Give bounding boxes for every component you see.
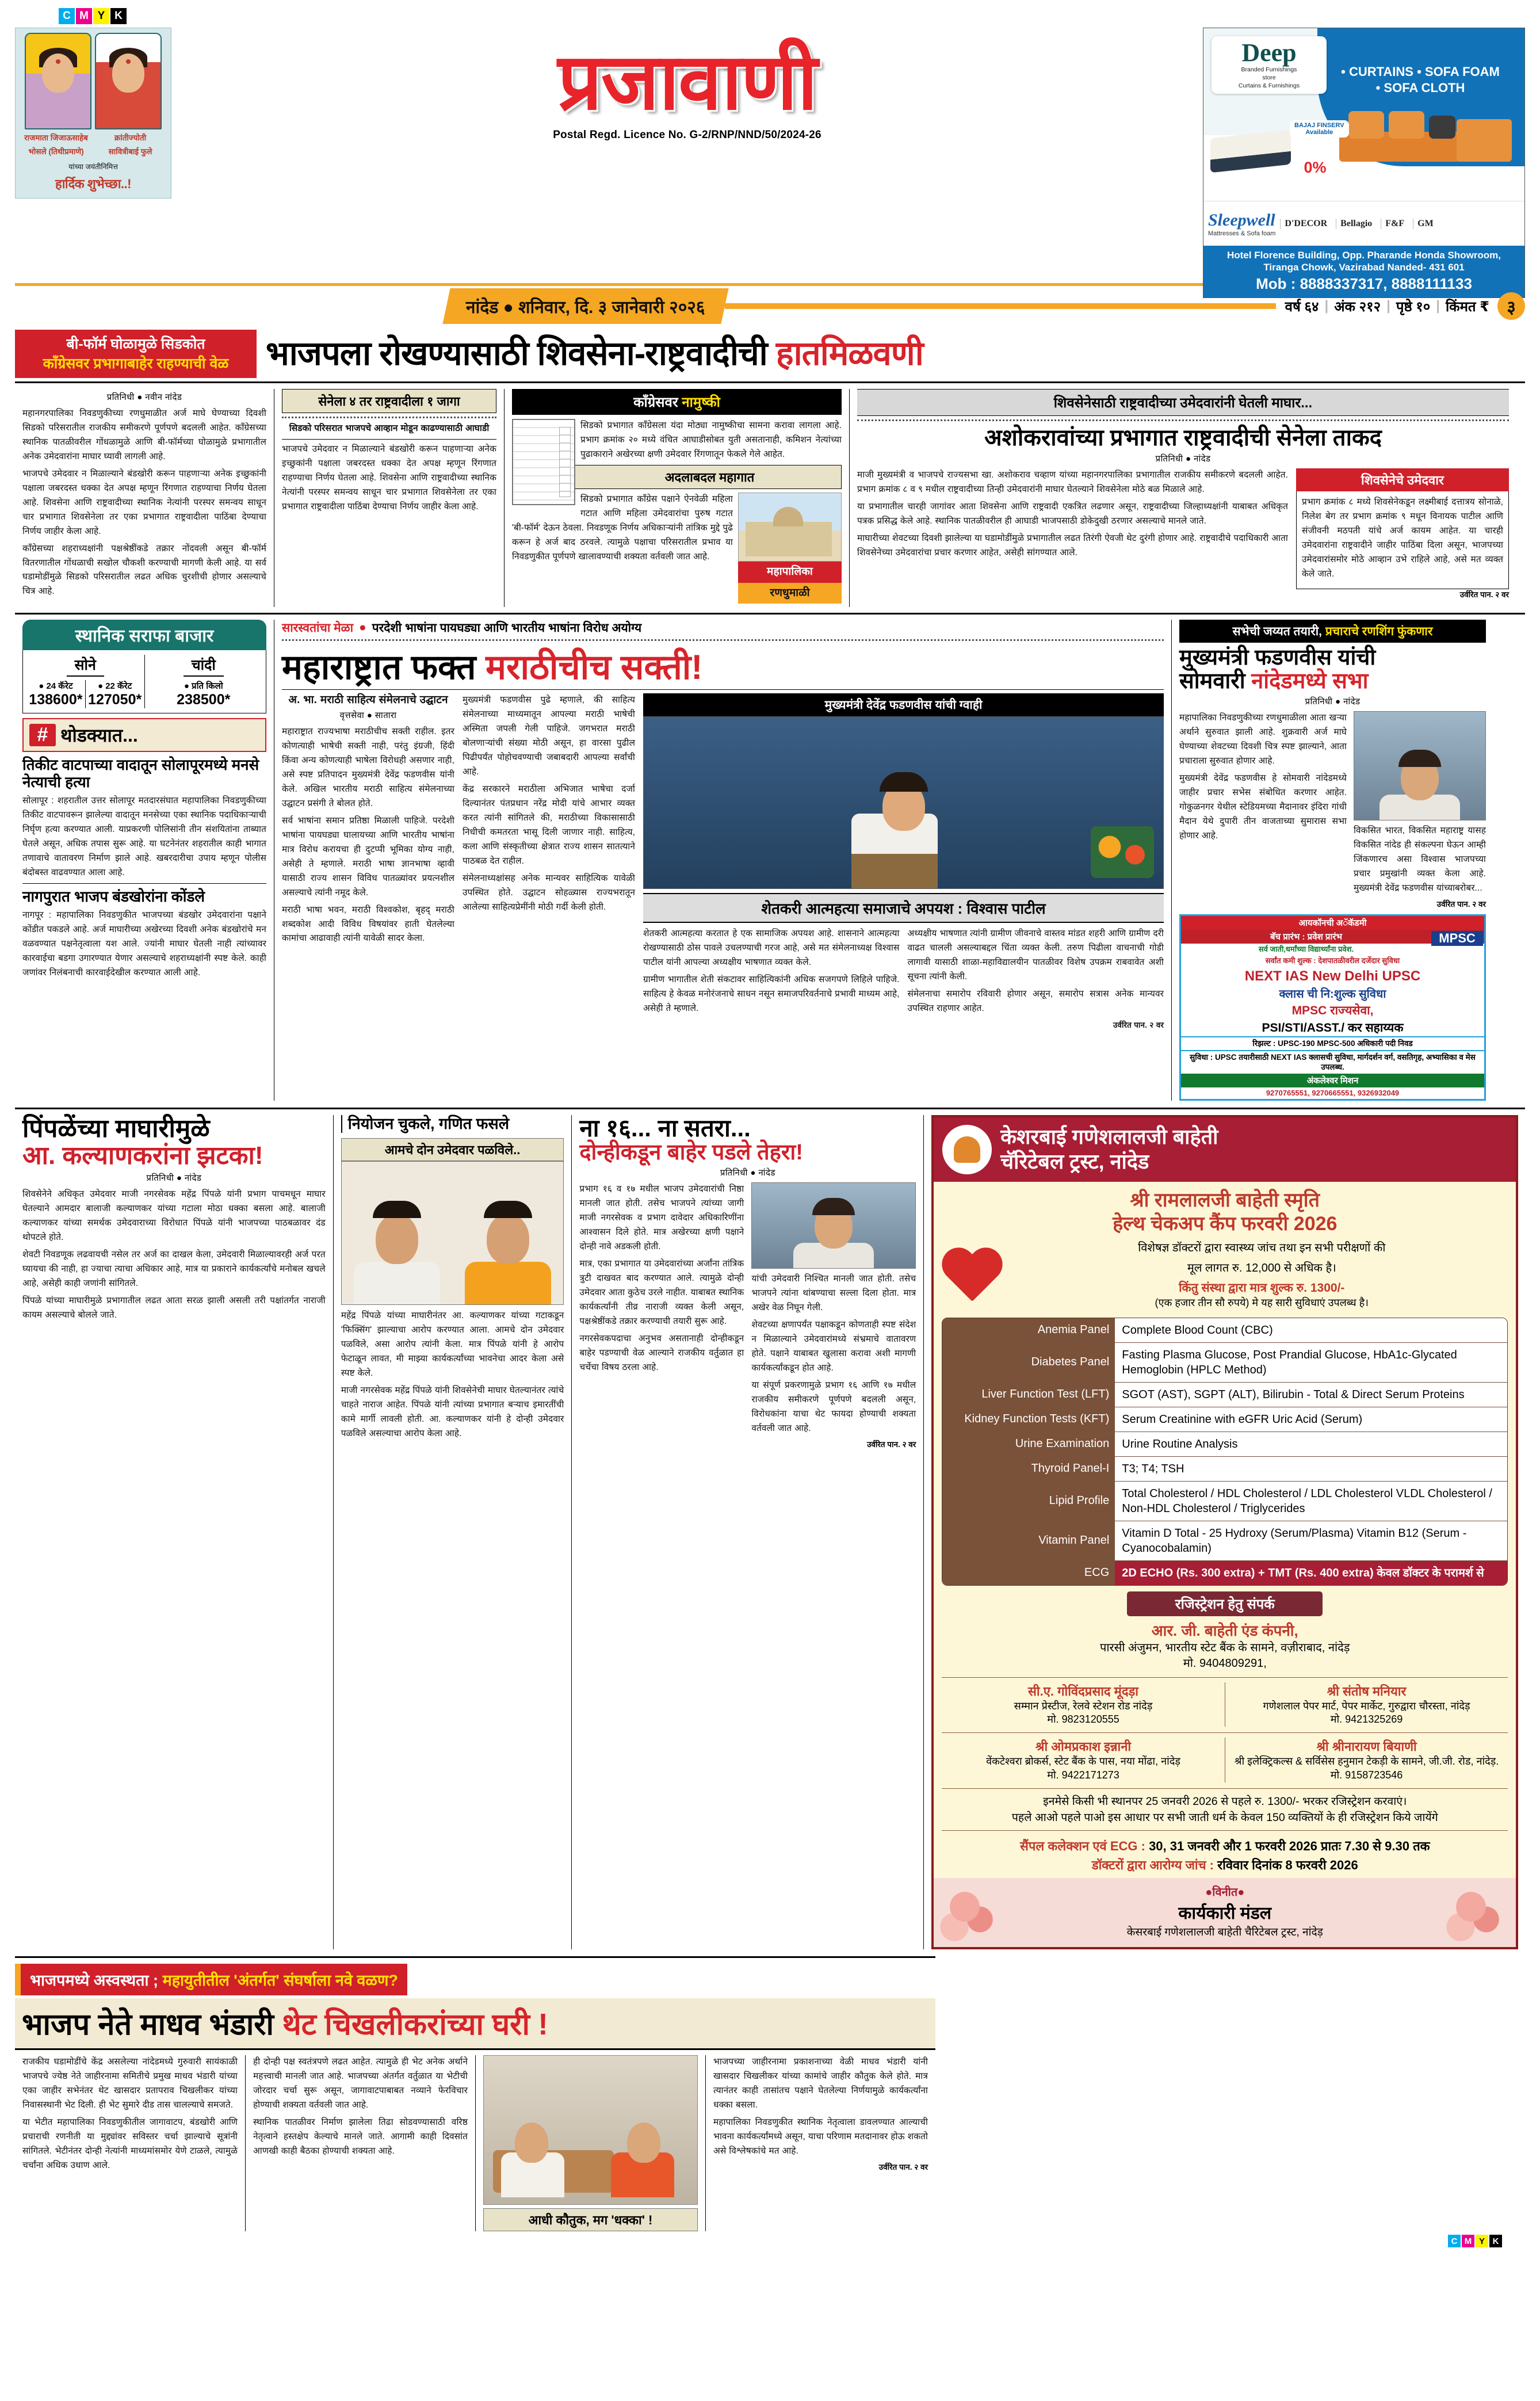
panel-detail: Complete Blood Count (CBC) xyxy=(1115,1318,1507,1342)
cm-rally-continuation: उर्वरित पान. २ वर xyxy=(1436,900,1486,909)
brief-2-body: नागपूर : महापालिका निवडणुकीत भाजपच्या बंडखोर उमेदवारांना पक्षाने कोंडीत पकडले आहे. अर्ज माघारीच्या अखेरच्या दिवशी अनेक बंडखोरांचे मन वळवण्यात पक्षनेतृत्वाला यश आले. ज्यांनी माघार घेतली नाही त्यांच्यावर कारवाईचा बडगा उगारण्यात येणार असल्याचे शहराध्यक्षांनी स्पष्ट केले. काही जणांवर निलंबनाची कारवाईदेखील करण्यात आली आहे. xyxy=(22,910,266,978)
contact-card xyxy=(942,1738,1225,1782)
heart-icon xyxy=(939,1241,1008,1304)
panel-detail: Vitamin D Total - 25 Hydroxy (Serum/Plasma) Vitamin B12 (Serum - Cyanocobalamin) xyxy=(1115,1521,1507,1560)
contact-phone: मो. 9421325269 xyxy=(1330,1713,1403,1726)
health-camp-ad-col xyxy=(923,1115,1525,1949)
na16-headline-red: दोन्हीकडून बाहेर पडले तेहरा! xyxy=(579,1140,803,1165)
panel-detail: Serum Creatinine with eGFR Uric Acid (Serum) xyxy=(1115,1407,1507,1432)
na16-b-2: शेवटच्या क्षणापर्यंत पक्षाकडून कोणताही स्पष्ट संदेश न मिळाल्याने उमेदवारांमध्ये संभ्रमाचे वातावरण होते. पक्षाने याबाबत खुलासा करावा अशी मागणी कार्यकर्त्यांकडून होत आहे. xyxy=(751,1320,916,1373)
top-ad-bullets xyxy=(1325,64,1515,96)
marathi-headline-red: मराठीचीच सक्ती! xyxy=(486,648,703,687)
trust-name-2: चॅरिटेबल ट्रस्ट, नांदेड xyxy=(1000,1149,1149,1173)
farmer-d-2: संमेलनाचा समारोप रविवारी होणार असून, समारोप सत्रास अनेक मान्यवर उपस्थित राहणार आहेत. xyxy=(907,989,1164,1014)
adlabadal-para-1: सिडको प्रभागात काँग्रेस पक्षाने ऐनवेळी महिला गटात आणि महिला उमेदवारांचा पुरुष गटात 'बी-फॉर्म' देऊन ठेवला. निवडणूक निर्णय अधिकाऱ्यांनी तांत्रिक मुद्दे पुढे करून हे अर्ज बाद ठरवले. त्यामुळे पक्षाचा परिसरातील प्रभाव या निवडणुकीत पूर्णपणे खालावण्याची शक्यता वर्तवली जात आहे. xyxy=(512,494,733,562)
lead-kicker-box xyxy=(15,330,257,378)
camp-price-2: (एक हजार तीन सौ रुपये) मे यह सारी सुविधाएं उपलब्ध है। xyxy=(1155,1296,1369,1308)
edition-date-bar xyxy=(15,288,1525,324)
na16-na17-story xyxy=(571,1115,923,1949)
marathi-b-2: केंद्र सरकारने मराठीला अभिजात भाषेचा दर्जा दिल्यानंतर पंतप्रधान नरेंद्र मोदी यांचे आभार व्यक्त करत त्यांनी सांगितले की, मराठीच्या विकासासाठी निधीची कमतरता भासू दिली जाणार नाही. साहित्य, कला आणि संस्कृतीच्या क्षेत्रात राज्य शासन सातत्याने पाठबळ देत राहील. xyxy=(463,784,635,866)
silver-unit-label: ● प्रति किलो xyxy=(184,681,223,692)
issue-number: अंक २१२ xyxy=(1334,299,1381,315)
jayanti-greeting-ad xyxy=(15,28,171,199)
portrait-savitribai xyxy=(95,33,162,129)
bhandari-col-a xyxy=(15,2055,245,2231)
na16-a-3: नगरसेवकपदाचा अनुभव असतानाही दोन्हीकडून बाहेर पडण्याची वेळ आल्याने राजकीय वर्तुळात हा चर्चेचा विषय ठरला आहे. xyxy=(579,1333,744,1372)
upsc-academy-name: अंकलेश्वर मिशन xyxy=(1181,1074,1484,1087)
contact-phone: मो. 9422171273 xyxy=(1047,1769,1119,1781)
top-ad-mobile: Mob : 8888337317, 8888111133 xyxy=(1256,274,1472,292)
ballot-graphic xyxy=(512,419,575,505)
bhandari-headline-black: भाजप नेते माधव भंडारी xyxy=(22,2008,274,2042)
panel-detail: Urine Routine Analysis xyxy=(1115,1432,1507,1456)
upsc-mpsc-advertisement[interactable] xyxy=(1179,914,1486,1101)
contact-card xyxy=(942,1682,1225,1727)
byline-ashokrao: प्रतिनिधी ● नांदेड xyxy=(1155,454,1211,464)
two-candidates-caption: आमचे दोन उमेदवार पळविले.. xyxy=(341,1138,564,1161)
marathi-continuation: उर्वरित पान. २ वर xyxy=(1113,1021,1164,1030)
registration-note xyxy=(942,1788,1508,1831)
camp-desc-2: मूल लागत रु. 12,000 से अधिक है। xyxy=(1187,1261,1336,1274)
postal-licence: Postal Regd. Licence No. G-2/RNP/NND/50/2024-26 xyxy=(553,129,821,141)
bajaj-line1: BAJAJ FINSERV xyxy=(1294,122,1344,129)
jayanti-name-right-2: सावित्रीबाई फुले xyxy=(108,147,152,156)
trust-logo-icon xyxy=(941,1123,993,1176)
cmyk-registration-mark xyxy=(59,8,1525,24)
bhandari-b-1: ही दोन्ही पक्ष स्वतंत्रपणे लढत आहेत. त्यामुळे ही भेट अनेक अर्थाने महत्त्वाची मानली जात आहे. भाजपच्या अंतर्गत वर्तुळात या भेटीची जोरदार चर्चा सुरू असून, जागावाटपाबाबत नव्याने फेरविचार होण्याची शक्यता वर्तवली जात आहे. xyxy=(253,2057,468,2110)
newspaper-title: प्रजावाणी xyxy=(557,40,817,126)
bhandari-b-2: स्थानिक पातळीवर निर्माण झालेला तिढा सोडवण्यासाठी वरिष्ठ नेतृत्वाने हस्तक्षेप केल्याचे मानले जाते. आगामी काही दिवसांत आणखी काही बैठका होण्याची शक्यता आहे. xyxy=(253,2117,468,2156)
table-row xyxy=(942,1407,1507,1432)
brand-bellagio: Bellagio xyxy=(1336,219,1376,229)
contact-phone: मो. 9823120555 xyxy=(1047,1713,1119,1726)
marathi-a-1: महाराष्ट्रात राज्यभाषा मराठीचीच सक्ती राहील. इतर कोणत्याही भाषेची सक्ती नाही, परंतु इंग्रजी, हिंदी किंवा अन्य कोणत्याही भाषेला विरोधही असणार नाही, असे स्पष्ट प्रतिपादन मुख्यमंत्री देवेंद्र फडणवीस यांनी केले. अखिल भारतीय मराठी साहित्य संमेलनाच्या उद्घाटन प्रसंगी ते बोलत होते. xyxy=(282,727,454,808)
marathi-a-2: सर्व भाषांना समान प्रतिष्ठा मिळाली पाहिजे. परदेशी भाषांना पायघड्या घालायच्या आणि भारतीय भाषांना मात्र विरोध करायचा ही दुटप्पी भूमिका योग्य नाही, असेही ते म्हणाले. मराठी भाषा ज्ञानभाषा व्हावी यासाठी राज्य शासन विविध पातळ्यांवर प्रयत्नशील असल्याचे त्यांनी नमूद केले. xyxy=(282,815,454,898)
upsc-facility: सुविधा : UPSC तयारीसाठी NEXT IAS क्लासची सुविधा, मार्गदर्शन वर्ग, वसतिगृह, अभ्यासिका व मेस उपलब्ध. xyxy=(1181,1050,1484,1074)
ashokrao-para-2: या प्रभागातील चारही जागांवर आता शिवसेना आणि राष्ट्रवादी एकत्रित लढणार असून, राष्ट्रवादीच्या जिल्हाध्यक्षांनी याबाबत अधिकृत पत्रक प्रसिद्ध केले आहे. स्थानिक पातळीवरील ही आघाडी भाजपसाठी डोकेदुखी ठरणार असल्याचे मानले जाते. xyxy=(857,501,1288,526)
marathi-headline xyxy=(282,649,1164,685)
portrait-jijau xyxy=(25,33,91,129)
primary-contact-name: आर. जी. बाहेती एंड कंपनी, xyxy=(1151,1621,1298,1639)
congress-box-head xyxy=(512,389,842,415)
panel-detail: Fasting Plasma Glucose, Post Prandial Glucose, HbA1c-Glycated Hemoglobin (HPLC Method) xyxy=(1115,1343,1507,1382)
marathi-a-3: मराठी भाषा भवन, मराठी विश्वकोश, बृहद् मराठी शब्दकोश आदी विविध विषयांवर हाती घेतलेल्या कामांचा आढावाही त्यांनी यावेळी सादर केला. xyxy=(282,904,454,944)
bhandari-a-2: या भेटीत महापालिका निवडणुकीतील जागावाटप, बंडखोरी आणि प्रचाराची रणनीती या मुद्द्यांवर सविस्तर चर्चा झाल्याचे सूत्रांनी सांगितले. भेटीनंतर दोन्ही नेत्यांनी माध्यमांसमोर येणे टाळले, त्यामुळे चर्चांना अधिक उधाण आले. xyxy=(22,2117,238,2170)
upsc-result: रिझल्ट : UPSC-190 MPSC-500 अधिकारी पदी निवड xyxy=(1181,1036,1484,1050)
health-camp-advertisement[interactable] xyxy=(931,1115,1518,1949)
brand-gm: GM xyxy=(1413,219,1438,229)
pimple-headline-red: आ. कल्याणकरांना झटका! xyxy=(22,1142,263,1170)
contact-row-1 xyxy=(942,1677,1508,1727)
lead-kicker-line2: काँग्रेसवर प्रभागाबाहेर राहण्याची वेळ xyxy=(43,356,229,372)
cmyk-c: C xyxy=(59,8,75,24)
issue-price-label: किंमत ₹ xyxy=(1445,299,1489,315)
cidco-para-3: काँग्रेसच्या शहराध्यक्षांनी पक्षश्रेष्ठींकडे तक्रार नोंदवली असून बी-फॉर्म वितरणातील गोंधळाची सखोल चौकशी करण्याची मागणी केली आहे. या सर्व घडामोडींमुळे सिडको परिसरातील लढत अधिक चुरशीची होणार असल्याचे चित्र आहे. xyxy=(22,543,266,597)
deep-brand-logo xyxy=(1212,36,1327,94)
na16-headline-black: ना १६... ना सतरा... xyxy=(579,1114,751,1142)
upsc-badge: आयकॉनची अॅकॅडमी xyxy=(1181,916,1484,930)
marathi-language-story xyxy=(274,620,1171,1101)
masthead xyxy=(171,28,1203,142)
bottom-banner-story xyxy=(15,1956,935,2231)
na16-continuation: उर्वरित पान. २ वर xyxy=(866,1440,916,1449)
contact-phone: मो. 9158723546 xyxy=(1330,1769,1403,1781)
byline-na16: प्रतिनिधी ● नांदेड xyxy=(720,1168,775,1178)
upsc-phones: 9270765551, 9270665551, 9326932049 xyxy=(1266,1088,1400,1097)
marathi-headline-black: महाराष्ट्रात फक्त xyxy=(282,648,476,687)
marathi-kicker: सारस्वतांचा मेळा ● परदेशी भाषांना पायघड्या आणि भारतीय भाषांना विरोध अयोग्य xyxy=(282,621,642,635)
edition-date: नांदेड ● शनिवार, दि. ३ जानेवारी २०२६ xyxy=(442,288,728,324)
cm-rally-headline-2-black: सोमवारी xyxy=(1179,669,1245,694)
meeting-photo xyxy=(483,2055,698,2205)
upsc-big-1: NEXT IAS New Delhi UPSC xyxy=(1244,968,1421,984)
briefs-header xyxy=(22,718,266,752)
deep-sub-2: store xyxy=(1262,74,1276,81)
upsc-batch-line: बॅच प्रारंभ : प्रवेश प्रारंभ xyxy=(1181,930,1484,944)
sena-seats-box-head: सेनेला ४ तर राष्ट्रवादीला १ जागा xyxy=(282,389,496,413)
top-ad-brand-row xyxy=(1203,201,1524,246)
bhandari-c-2: महापालिका निवडणुकीत स्थानिक नेतृत्वाला डावलण्यात आल्याची भावना कार्यकर्त्यांमध्ये असून, याचा परिणाम मतदानावर होऊ शकतो असे विश्लेषकांचे मत आहे. xyxy=(713,2117,928,2156)
sleepwell-sub: Mattresses & Sofa foam xyxy=(1208,230,1276,237)
table-row xyxy=(942,1561,1507,1585)
gold-24k-label: ● 24 कॅरेट xyxy=(39,681,73,692)
bhandari-col-b xyxy=(245,2055,475,2231)
masthead-zone xyxy=(15,28,1525,292)
lead-headline xyxy=(266,330,1525,378)
bajaj-line2: Available xyxy=(1305,129,1333,136)
camp-dates xyxy=(942,1837,1508,1875)
deep-script: Curtains & Furnishings xyxy=(1238,82,1300,89)
contact-name: श्री संतोष मनियार xyxy=(1327,1684,1407,1698)
mattress-graphic xyxy=(1210,130,1291,173)
footer-cmyk-y: Y xyxy=(1476,2235,1488,2247)
jayanti-name-right-1: क्रांतीज्योती xyxy=(114,133,147,142)
gold-label: सोने xyxy=(67,655,104,677)
adlabadal-sub-head: अदलाबदल महागात xyxy=(512,465,842,489)
brief-1-headline: तिकीट वाटपाच्या वादातून सोलापूरमध्ये मनसे नेत्याची हत्या xyxy=(22,756,259,791)
pimple-photo-col xyxy=(333,1115,572,1949)
sample-date-label: सैंपल कलेक्शन एवं ECG : xyxy=(1020,1839,1145,1854)
brief-2-headline: नागपुरात भाजप बंडखोरांना कोंडले xyxy=(22,887,205,905)
bhandari-col-c xyxy=(705,2055,935,2231)
cm-rally-kicker-white: सभेची जय्यत तयारी, xyxy=(1232,625,1323,639)
contact-card xyxy=(1225,1682,1508,1727)
panel-detail: T3; T4; TSH xyxy=(1115,1457,1507,1481)
article-congress-col xyxy=(274,389,504,607)
ashokrao-para-1: माजी मुख्यमंत्री व भाजपचे राज्यसभा खा. अशोकराव चव्हाण यांच्या महानगरपालिका प्रभागातील राजकीय समीकरणे बदलली आहेत. प्रभाग क्रमांक ८ व ९ मधील राष्ट्रवादीच्या तिन्ही उमेदवारांनी माघार घेतल्याने शिवसेनेला मोठे बळ मिळाले आहे. xyxy=(857,470,1288,494)
checkup-date-value: रविवार दिनांक 8 फरवरी 2026 xyxy=(1214,1858,1358,1873)
pimple-headline-black: पिंपळेंच्या माघारीमुळे xyxy=(22,1114,210,1143)
upsc-big-3: MPSC राज्यसेवा, xyxy=(1291,1003,1374,1017)
pimple-withdrawal-story xyxy=(15,1115,333,1949)
lead-headline-black: भाजपला रोखण्यासाठी शिवसेना-राष्ट्रवादीची xyxy=(266,334,767,372)
table-row xyxy=(942,1343,1507,1383)
cm-rally-story xyxy=(1171,620,1493,1101)
primary-contact-phone: मो. 9404809291, xyxy=(1183,1656,1267,1670)
contact-address: श्री इलेक्ट्रिकल्स & सर्विसेस हनुमान टेकड़ी के सामने, जी.जी. रोड, नांदेड़. xyxy=(1234,1755,1499,1767)
sena-candidates-box-head: शिवसेनेचे उमेदवार xyxy=(1296,468,1509,491)
registration-contact-badge: रजिस्ट्रेशन हेतु संपर्क xyxy=(1127,1591,1323,1616)
cmyk-k: K xyxy=(110,8,127,24)
cm-rally-headline-1: मुख्यमंत्री फडणवीस यांची xyxy=(1179,646,1376,670)
footer-cmyk-mark xyxy=(15,2235,1502,2247)
cm-portrait-photo xyxy=(1354,711,1486,820)
contact-address: वेंकटेश्वरा ब्रोकर्स, स्टेट बैंक के पास, नया मोंढा, नांदेड़ xyxy=(986,1755,1180,1767)
panel-name: Lipid Profile xyxy=(942,1482,1115,1521)
cm-rally-headline-2-red: नांदेडमध्ये सभा xyxy=(1251,669,1369,694)
jayanti-greeting: हार्दिक शुभेच्छा..! xyxy=(55,176,131,191)
mahapalika-tag-1: महापालिका xyxy=(738,562,842,583)
ad-footer xyxy=(934,1878,1516,1947)
bullion-title: स्थानिक सराफा बाजार xyxy=(22,620,266,650)
issue-pages: पृष्ठे १० xyxy=(1396,299,1431,315)
briefs-title: थोडक्यात... xyxy=(60,725,138,746)
footer-cmyk-k: K xyxy=(1489,2235,1502,2247)
mahapalika-building-photo xyxy=(738,493,842,562)
table-row xyxy=(942,1318,1507,1343)
nationalist-box-head: शिवसेनेसाठी राष्ट्रवादीच्या उमेदवारांनी घेतली माघार... xyxy=(857,389,1509,416)
top-ad-bullets-line2: • SOFA CLOTH xyxy=(1375,80,1465,95)
bhandari-a-1: राजकीय घडामोडींचे केंद्र असलेल्या नांदेडमध्ये गुरुवारी सायंकाळी भाजपचे ज्येष्ठ नेते जाहीरनामा समितीचे प्रमुख माधव भंडारी यांच्या एका जाहीर सभेनंतर थेट खासदार प्रतापराव चिखलीकर यांच्या निवासस्थानी भेट दिली. ही भेट सुमारे दीड तास चालल्याचे समजते. xyxy=(22,2057,238,2110)
cm-rally-kicker-yellow: प्रचाराचे रणशिंग फुंकणार xyxy=(1325,625,1433,639)
zero-percent-badge: 0% xyxy=(1299,151,1331,184)
bhandari-headline-red: थेट चिखलीकरांच्या घरी ! xyxy=(282,2008,548,2042)
top-ad-address-1: Hotel Florence Building, Opp. Pharande Honda Showroom, xyxy=(1226,250,1501,261)
camp-title-1: श्री रामलालजी बाहेती स्मृति xyxy=(1130,1189,1320,1211)
cmyk-m: M xyxy=(76,8,92,24)
congress-box-head-yellow: नामुष्की xyxy=(682,395,720,410)
ashokrao-para-3: माघारीच्या शेवटच्या दिवशी झालेल्या या घडामोडींमुळे प्रभागातील लढत तिरंगी ऐवजी थेट दुरंगी होणार आहे. राष्ट्रवादीचे पदाधिकारी आता शिवसेनेच्या उमेदवारांचा प्रचार करणार आहेत, असेही सांगण्यात आले. xyxy=(857,533,1288,558)
cm-rally-para-1: महापालिका निवडणुकीच्या रणधुमाळीला आता खऱ्या अर्थाने सुरुवात झाली आहे. शुक्रवारी अर्ज माघे घेण्याच्या शेवटच्या दिवशी चित्र स्पष्ट झाल्याने, आता प्रचाराला सुरुवात होणार आहे. xyxy=(1179,713,1347,766)
camp-price-1: किंतु संस्था द्वारा मात्र शुल्क रु. 1300/- xyxy=(1179,1281,1345,1295)
na16-a-2: मात्र, एका प्रभागात या उमेदवारांच्या अर्जांना तांत्रिक त्रुटी दाखवत बाद करण्यात आले. त्यामुळे दोन्ही उमेदवार आता कुठेच उरले नाहीत. याबाबत स्थानिक कार्यकर्त्यांनी तीव्र नाराजी व्यक्त केली असून, पक्षश्रेष्ठींकडे तक्रार करण्याची तयारी सुरू आहे. xyxy=(579,1259,744,1326)
sena-seats-box-sub: सिडको परिसरात भाजपचे आव्हान मोडून काढण्यासाठी आघाडी xyxy=(289,423,490,433)
cm-rally-para-2: मुख्यमंत्री देवेंद्र फडणवीस हे सोमवारी नांदेडमध्ये जाहीर प्रचार सभेस संबोधित करणार आहेत. गोकुळनगर येथील स्टेडियमच्या मैदानावर इंदिरा गांधी मैदान येथे दुपारी तीन वाजताच्या सुमारास सभा होणार आहे. xyxy=(1179,773,1347,841)
byline-pimple: प्रतिनिधी ● नांदेड xyxy=(146,1173,202,1183)
bhandari-c-1: भाजपच्या जाहीरनामा प्रकाशनाच्या वेळी माधव भंडारी यांनी खासदार चिखलीकर यांच्या कामांचे जाहीर कौतुक केले होते. मात्र त्यानंतर काही तासांतच पक्षाने घेतलेल्या निर्णयामुळे कार्यकर्त्यांना धक्का बसला. xyxy=(713,2057,928,2110)
silver-value: 238500* xyxy=(177,692,231,708)
panel-name: Anemia Panel xyxy=(942,1318,1115,1342)
news-band-2 xyxy=(15,613,1525,1101)
cidco-para-1: महानगरपालिका निवडणुकीच्या रणधुमाळीत अर्ज माघे घेण्याच्या दिवशी सिडको परिसरातील राजकीय समीकरणे पूर्णपणे बदलली आहेत. काँग्रेसच्या स्थानिक पातळीवरील गोंधळामुळे आणि बी-फॉर्मच्या घोळामुळे प्रभागातील अनेक उमेदवारांना माघार घ्यावी लागली आहे. xyxy=(22,409,266,461)
contact-card xyxy=(1225,1738,1508,1782)
hash-icon: # xyxy=(29,724,56,746)
two-candidates-photo xyxy=(341,1161,564,1305)
footer-cmyk-c: C xyxy=(1448,2235,1461,2247)
na16-b-3: या संपूर्ण प्रकरणामुळे प्रभाग १६ आणि १७ मधील राजकीय समीकरणे पूर्णपणे बदलली असून, विरोधकांना याचा थेट फायदा होण्याची शक्यता वर्तवली जात आहे. xyxy=(751,1380,916,1433)
bjp-kicker xyxy=(15,1964,407,1995)
gold-block xyxy=(26,655,144,708)
farmer-c-2: ग्रामीण भागातील शेती संकटावर साहित्यिकांनी अधिक सजगपणे लिहिले पाहिजे. साहित्य हे केवळ मनोरंजनाचे साधन नसून समाजपरिवर्तनाचे प्रभावी माध्यम आहे, असेही ते म्हणाले. xyxy=(643,975,900,1014)
committee-sub: केसरबाई गणेशलालजी बाहेती चैरिटेबल ट्रस्ट, नांदेड़ xyxy=(1126,1926,1323,1939)
contact-name: श्री श्रीनारायण बियाणी xyxy=(1316,1739,1417,1754)
table-row xyxy=(942,1432,1507,1457)
contact-name: श्री ओमप्रकाश इन्नानी xyxy=(1035,1739,1132,1754)
jayanti-occasion: यांच्या जयंतीनिमित्त xyxy=(68,162,118,171)
farmer-d-1: अध्यक्षीय भाषणात त्यांनी ग्रामीण जीवनाचे वास्तव मांडत शहरी आणि ग्रामीण दरी वाढत चालली असल्याबद्दल चिंता व्यक्त केली. तरुण पिढीला वाचनाची गोडी लागावी यासाठी शाळा-महाविद्यालयीन पातळीवर विशेष उपक्रम राबवावेत अशी सूचना त्यांनी केली. xyxy=(907,929,1164,982)
mpsc-logo: MPSC xyxy=(1431,931,1483,946)
bjp-kicker-yellow: महायुतीतील 'अंतर्गत' संघर्षाला नवे वळण? xyxy=(162,1972,398,1990)
rose-icon-right xyxy=(1443,1881,1512,1945)
contact-address: गणेशलाल पेपर मार्ट, पेपर मार्केट, गुरुद्वारा चौरस्ता, नांदेड़ xyxy=(1263,1700,1470,1712)
marathi-subtitle: अ. भा. मराठी साहित्य संमेलनाचे उद्घाटन xyxy=(288,694,448,707)
test-panel-table xyxy=(942,1318,1508,1586)
vinit-label: ●विनीत● xyxy=(1205,1886,1245,1899)
sample-date-value: 30, 31 जनवरी और 1 फरवरी 2026 प्रातः 7.30 से 9.30 तक xyxy=(1145,1839,1430,1854)
ashokrao-headline: अशोकरावांच्या प्रभागात राष्ट्रवादीची सेनेला ताकद xyxy=(984,425,1382,451)
congress-box-head-white: काँग्रेसवर xyxy=(633,395,678,410)
lead-story-header xyxy=(15,330,1525,378)
contact-row-2 xyxy=(942,1732,1508,1782)
cmyk-y: Y xyxy=(93,8,109,24)
news-band-3 xyxy=(15,1108,1525,1949)
panel-name: Kidney Function Tests (KFT) xyxy=(942,1407,1115,1432)
farmer-c-1: शेतकरी आत्महत्या करतात हे एक सामाजिक अपयश आहे. शासनाने आत्महत्या रोखण्यासाठी ठोस पावले उचलण्याची गरज आहे, असे मत संमेलनाध्यक्ष विश्वास पाटील यांनी आपल्या अध्यक्षीय भाषणात व्यक्त केले. xyxy=(643,929,900,968)
bullion-and-briefs-col xyxy=(15,620,274,1101)
jayanti-name-left-1: राजमाता जिजाऊसाहेब xyxy=(24,133,88,142)
gold-22k-value: 127050* xyxy=(88,692,142,708)
upsc-big-2: क्लास ची नि:शुल्क सुविधा xyxy=(1279,987,1386,1001)
bajaj-finserv-badge xyxy=(1290,120,1349,138)
marathi-kicker-black: परदेशी भाषांना पायघड्या आणि भारतीय भाषांना विरोध अयोग्य xyxy=(372,621,642,635)
upsc-big-4: PSI/STI/ASST./ कर सहाय्यक xyxy=(1262,1021,1404,1035)
cidco-para-2: भाजपचे उमेदवार न मिळाल्याने बंडखोरी करून पाहणाऱ्या अनेक इच्छुकांनी पक्षाला जबरदस्त धक्का देत अपक्ष म्हणून रिंगणात राहण्याचा निर्णय घेतला आहे. शिवसेना आणि राष्ट्रवादीच्या स्थानिक नेत्यांनी परस्पर समन्वय साधून चार प्रभागात शिवसेनेला तर एका प्रभागात राष्ट्रवादीला पाठिंबा देण्याचा निर्णय जाहीर केला आहे. xyxy=(22,468,266,536)
bullion-box xyxy=(22,620,266,713)
table-row xyxy=(942,1457,1507,1482)
upsc-line-2: सर्वांत कमी शुल्क : देशपातळीवरील दर्जेदार सुविधा xyxy=(1265,956,1400,965)
top-ad-bullets-line1: • CURTAINS • SOFA FOAM xyxy=(1341,64,1500,79)
jayanti-portraits xyxy=(19,33,167,129)
brief-1-body: सोलापूर : शहरातील उत्तर सोलापूर मतदारसंघात महापालिका निवडणुकीच्या तिकीट वाटपावरून झालेल्या वादातून मनसेच्या एका स्थानिक पदाधिकाऱ्याची निर्घृण हत्या करण्यात आली. याप्रकरणी पोलिसांनी तीन संशयितांना ताब्यात घेतले असून, अधिक तपास सुरू आहे. या घटनेनंतर शहरातील काही भागात तणावाचे वातावरण निर्माण झाले आहे. खबरदारीचा उपाय म्हणून पोलीस बंदोबस्त वाढवण्यात आला आहे. xyxy=(22,796,266,877)
gold-22k-label: ● 22 कॅरेट xyxy=(97,681,132,692)
cm-rally-headline-2 xyxy=(1179,670,1486,693)
footer-cmyk-m: M xyxy=(1462,2235,1474,2247)
issue-year: वर्ष ६४ xyxy=(1285,299,1319,315)
lead-headline-red: हातमिळवणी xyxy=(775,334,923,372)
camp-title-block xyxy=(934,1182,1516,1312)
panel-detail: 2D ECHO (Rs. 300 extra) + TMT (Rs. 400 extra) केवल डॉक्टर के परामर्श से xyxy=(1115,1561,1507,1585)
brand-ddecor: D'DECOR xyxy=(1280,219,1331,229)
bhandari-photo-col xyxy=(475,2055,705,2231)
primary-contact-address: पारसी अंजुमन, भारतीय स्टेट बैंक के सामने, वज़ीराबाद, नांदेड़ xyxy=(1100,1641,1350,1654)
panel-detail: Total Cholesterol / HDL Cholesterol / LDL Cholesterol VLDL Cholesterol / Non-HDL Cholesterol / Triglycerides xyxy=(1115,1482,1507,1521)
panel-name: Thyroid Panel-I xyxy=(942,1457,1115,1481)
deep-sub-1: Branded Furnishings xyxy=(1241,66,1297,73)
cm-speech-photo xyxy=(643,716,1164,889)
top-ad-artwork xyxy=(1203,28,1524,201)
contact-address: सम्मान प्रेस्टीज, रेलवे स्टेशन रोड नांदेड़ xyxy=(1014,1700,1153,1712)
marathi-b-1: मुख्यमंत्री फडणवीस पुढे म्हणाले, की साहित्य संमेलनाच्या माध्यमातून आपल्या मराठी भाषेची अस्मिता जपली गेली पाहिजे. जगभरात मराठी बोलणाऱ्यांची संख्या मोठी असून, हा वारसा पुढील पिढीपर्यंत पोहोचवण्याची जबाबदारी आपल्या सर्वांची आहे. xyxy=(463,695,635,777)
pimple-b-2: माजी नगरसेवक महेंद्र पिंपळे यांनी शिवसेनेची माघार घेतल्यानंतर त्यांचे चाहते नाराज आहेत. पिंपळे यांनी त्यांच्या प्रभागात बऱ्याच इमारतींची कामे मार्गी लावली होती. आ. कल्याणकर यांनी हे दोन्ही उमेदवार पळविले असल्याचा आरोप केला आहे. xyxy=(341,1385,564,1438)
byline-cm-rally: प्रतिनिधी ● नांदेड xyxy=(1305,697,1361,707)
congress-para-1: सिडको प्रभागात काँग्रेसला यंदा मोठ्या नामुष्कीचा सामना करावा लागला आहे. प्रभाग क्रमांक २० मध्ये वंचित आघाडीसोबत युती असतानाही, कमिशन नेत्यांच्या पुढाकाराने अखेरच्या क्षणी उमेदवार रिंगणातून फेकले गेले आहेत. xyxy=(580,421,842,459)
trust-header xyxy=(934,1117,1516,1182)
cm-rally-para-3: विकसित भारत, विकसित महाराष्ट्र यासह विकसित नांदेड ही संकल्पना घेऊन आम्ही जिंकणारच असा विश्वास भाजपच्या प्रचार प्रमुखांनी व्यक्त केला आहे. मुख्यमंत्री देवेंद्र फडणवीस यांच्याबरोबर... xyxy=(1354,826,1486,894)
pimple-b-1: महेंद्र पिंपळे यांच्या माघारीनंतर आ. कल्याणकर यांच्या गटाकडून 'फिक्सिंग' झाल्याचा आरोप करण्यात आला. आमचे दोन उमेदवार पळविले, असा आरोप त्यांनी केला. मात्र पिंपळे यांनी हे आरोप फेटाळून लावत, मी माझ्या कार्यकर्त्यांच्या भावनेचा आदर केला असे स्पष्ट केले. xyxy=(341,1310,564,1378)
trust-name-1: केशरबाई गणेशलालजी बाहेती xyxy=(1000,1125,1218,1149)
planning-failed-kicker: नियोजन चुकले, गणित फसले xyxy=(341,1115,564,1133)
table-row xyxy=(942,1383,1507,1407)
pimple-para-3: पिंपळे यांच्या माघारीमुळे प्रभागातील लढत आता सरळ झाली असली तरी पक्षांतर्गत नाराजी कायम असल्याचे बोलले जाते. xyxy=(22,1295,326,1320)
contact-name: सी.ए. गोविंदप्रसाद मूंदड़ा xyxy=(1028,1684,1138,1698)
article-cidco-col xyxy=(15,389,274,607)
panel-name: Liver Function Test (LFT) xyxy=(942,1383,1115,1407)
table-row xyxy=(942,1521,1507,1561)
silver-block xyxy=(144,655,263,708)
bjp-kicker-white: भाजपमध्ये अस्वस्थता ; xyxy=(30,1972,159,1990)
deep-wordmark: Deep xyxy=(1241,39,1297,67)
sleepwell-logo: Sleepwell xyxy=(1208,210,1275,230)
jayanti-name-left-2: भोसले (तिथीप्रमाणे) xyxy=(28,147,84,156)
committee-name: कार्यकारी मंडल xyxy=(1178,1904,1272,1923)
panel-name: ECG xyxy=(942,1561,1115,1585)
lead-kicker-line1: बी-फॉर्म घोळामुळे सिडकोत xyxy=(66,336,205,352)
panel-name: Urine Examination xyxy=(942,1432,1115,1456)
byline-marathi: वृत्तसेवा ● सातारा xyxy=(339,711,397,721)
mahapalika-photo-block xyxy=(738,493,842,604)
registration-note-1: इनमेसे किसी भी स्थानपर 25 जनवरी 2026 से पहले रु. 1300/- भरकर रजिस्ट्रेशन करवाएं। xyxy=(1043,1795,1407,1808)
news-band-1 xyxy=(15,389,1525,607)
checkup-date-label: डॉक्टरों द्वारा आरोग्य जांच : xyxy=(1091,1858,1214,1873)
issue-price-value: ३ xyxy=(1497,292,1525,320)
mahapalika-tag-2: रणधुमाळी xyxy=(738,583,842,604)
table-row xyxy=(942,1482,1507,1521)
issue-meta: वर्ष ६४ | अंक २१२ | पृष्ठे १० | किंमत ₹ ३ xyxy=(1276,288,1525,324)
byline-cidco: प्रतिनिधी ● नवीन नांदेड xyxy=(106,392,182,402)
registration-note-2: पहले आओ पहले पाओ इस आधार पर सभी जाती धर्म के केवल 150 व्यक्तियों के ही रजिस्ट्रेशन किये जायेंगे xyxy=(1011,1811,1438,1824)
bhandari-headline xyxy=(15,1998,935,2050)
brand-ff: F&F xyxy=(1381,219,1408,229)
top-right-advertisement[interactable] xyxy=(1203,28,1525,298)
sofa-graphic xyxy=(1339,106,1512,171)
cm-rally-kicker xyxy=(1179,620,1486,643)
silver-label: चांदी xyxy=(184,655,224,677)
rose-icon-left xyxy=(937,1881,1006,1945)
marathi-photo-kicker: मुख्यमंत्री देवेंद्र फडणवीस यांची ग्वाही xyxy=(643,693,1164,716)
cidco-extra-1: भाजपचे उमेदवार न मिळाल्याने बंडखोरी करून पाहणाऱ्या अनेक इच्छुकांनी पक्षाला जबरदस्त धक्का देत अपक्ष म्हणून रिंगणात राहण्याचा निर्णय घेतला आहे. शिवसेना आणि राष्ट्रवादीच्या स्थानिक नेत्यांनी परस्पर समन्वय साधून चार प्रभागात शिवसेनेला तर एका प्रभागात राष्ट्रवादीला पाठिंबा देण्याचा निर्णय जाहीर केला आहे. xyxy=(282,444,496,511)
bhandari-continuation: उर्वरित पान. २ वर xyxy=(878,2162,928,2171)
panel-name: Vitamin Panel xyxy=(942,1521,1115,1560)
ashokrao-continuation: उर्वरित पान. २ वर xyxy=(1459,590,1509,599)
gold-24k-value: 138600* xyxy=(29,692,83,708)
marathi-b-3: संमेलनाध्यक्षांसह अनेक मान्यवर साहित्यिक यावेळी उपस्थित होते. उद्घाटन सोहळ्यास राज्यभरातून आलेल्या साहित्यप्रेमींनी मोठी गर्दी केली होती. xyxy=(463,873,635,912)
sena-candidates-body: प्रभाग क्रमांक ८ मध्ये शिवसेनेकडून लक्ष्मीबाई दत्तात्रय सोनाळे, निलेश बेग तर प्रभाग क्रमांक ९ मधून विनायक पाटील आणि संजीवनी मठपती यांचे अर्ज कायम आहेत. या चारही उमेदवारांना राष्ट्रवादीने जाहीर पाठिंबा दिला असून, भाजपच्या उमेदवारांसमोर मोठे आव्हान उभे राहिले आहे, असे मत व्यक्त केले जाते. xyxy=(1302,497,1503,579)
pimple-para-2: शेवटी निवडणूक लढवायची नसेल तर अर्ज का दाखल केला, उमेदवारी मिळाल्यावरही अर्ज परत घ्यायचा की नाही, हा ज्याचा त्याचा अधिकार आहे, मात्र या प्रकाराने कार्यकर्त्यांचे मनोबल खचले आहे, असेही काही जणांनी सांगितले. xyxy=(22,1249,326,1288)
article-ashokrao-col xyxy=(849,389,1516,607)
top-ad-address-2: Tiranga Chowk, Vazirabad Nanded- 431 601 xyxy=(1263,262,1465,273)
panel-detail: SGOT (AST), SGPT (ALT), Bilirubin - Total & Direct Serum Proteins xyxy=(1115,1383,1507,1407)
panel-name: Diabetes Panel xyxy=(942,1343,1115,1382)
na16-candidate-photo xyxy=(751,1182,916,1269)
camp-desc-1: विशेषज्ञ डॉक्टरों द्वारा स्वास्थ्य जांच तथा इन सभी परीक्षणों की xyxy=(1138,1241,1386,1254)
farmer-suicide-subhead: शेतकरी आत्महत्या समाजाचे अपयश : विश्वास पाटील xyxy=(643,893,1164,923)
marathi-kicker-red: सारस्वतांचा मेळा xyxy=(282,621,354,635)
upsc-line-1: सर्व जाती,धर्मांच्या विद्यार्थ्यांना प्रवेश. xyxy=(1258,945,1354,954)
camp-title-2: हेल्थ चेकअप कैंप फरवरी 2026 xyxy=(1113,1212,1338,1235)
meeting-photo-caption: आधी कौतुक, मग 'धक्का' ! xyxy=(483,2208,698,2231)
na16-a-1: प्रभाग १६ व १७ मधील भाजप उमेदवारांची निष्ठा मानली जात होती. तसेच भाजपने त्यांच्या जागी माजी नगरसेवक व प्रभाग दावेदार अधिकारिणींना आश्वासन दिले होते. मात्र अखेरच्या क्षणी पक्षाने दोन्ही नावे अडकली होती. xyxy=(579,1184,744,1252)
article-congress-namushki xyxy=(504,389,849,607)
pimple-para-1: शिवसेनेने अधिकृत उमेदवार माजी नगरसेवक महेंद्र पिंपळे यांनी प्रभाग पाचमधून माघार घेतल्याने आमदार बालाजी कल्याणकर यांच्या गटाला मोठा धक्का बसला आहे. बालाजी कल्याणकर यांच्या समर्थक उमेदवाराच्या विरोधात पिंपळे यांनी भाजपच्या पाठबळावर दंड थोपटले होते. xyxy=(22,1189,326,1242)
na16-b-1: यांची उमेदवारी निश्चित मानली जात होती. तसेच भाजपने त्यांना थांबण्याचा सल्ला दिला होता. मात्र अखेर वेळ निघून गेली. xyxy=(751,1274,916,1313)
